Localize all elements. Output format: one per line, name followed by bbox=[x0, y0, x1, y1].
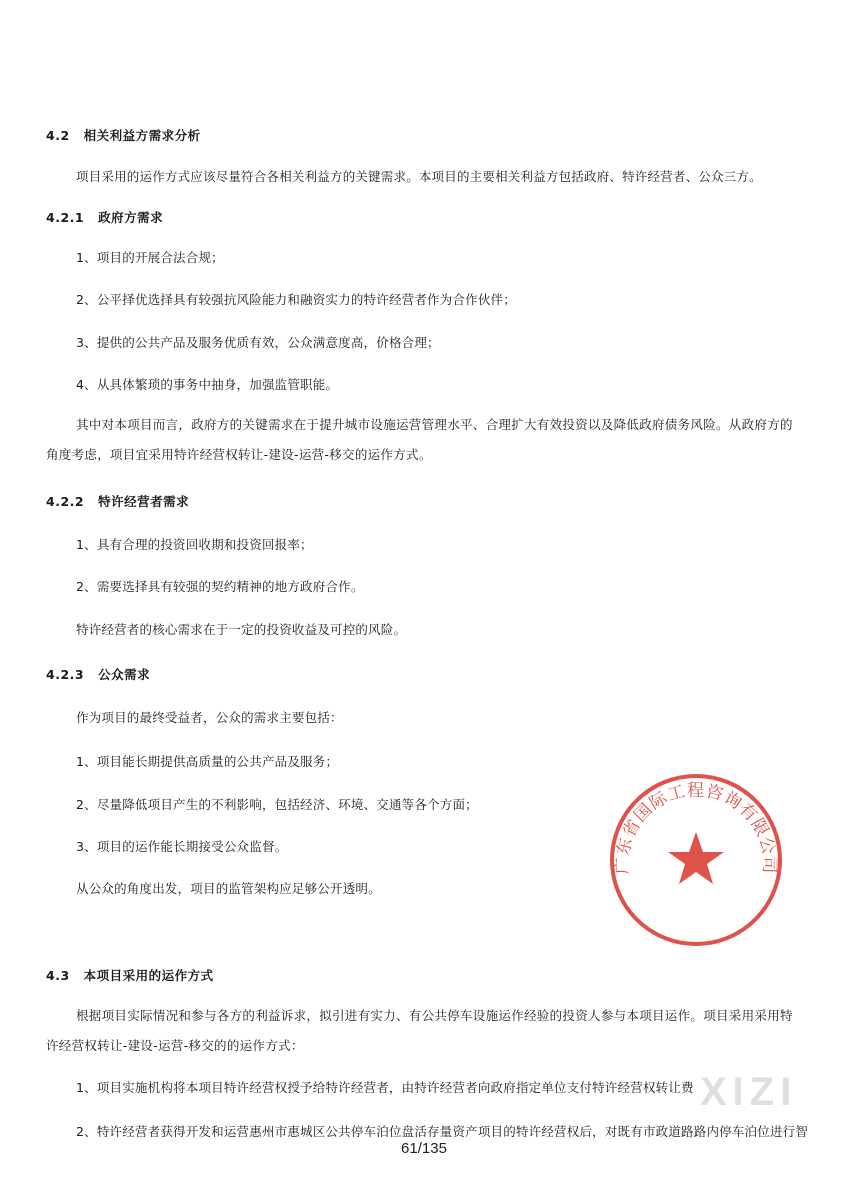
section-heading-4-2-2 bbox=[46, 492, 189, 510]
company-seal-stamp bbox=[606, 770, 786, 950]
section-number: 4.3 bbox=[46, 968, 70, 983]
list-item: 1、项目能长期提供高质量的公共产品及服务； bbox=[76, 754, 339, 769]
list-item: 1、项目实施机构将本项目特许经营权授予给特许经营者，由特许经营者向政府指定单位支付特许经营权转让费 bbox=[76, 1080, 694, 1095]
list-item: 1、项目的开展合法合规； bbox=[76, 250, 224, 265]
section-heading-4-2-1 bbox=[46, 208, 163, 226]
section-heading-4-2-3 bbox=[46, 665, 150, 683]
section-number: 4.2.1 bbox=[46, 210, 85, 225]
list-item: 2、需要选择具有较强的契约精神的地方政府合作。 bbox=[76, 579, 364, 594]
section-number: 4.2.2 bbox=[46, 494, 85, 509]
section-4-3-intro: 根据项目实际情况和参与各方的利益诉求，拟引进有实力、有公共停车设施运作经验的投资人参与本项目运作。项目采用采用特许经营权转让-建设-运营-移交的的运作方式： bbox=[46, 1008, 793, 1053]
list-item: 3、项目的运作能长期接受公众监督。 bbox=[76, 839, 288, 854]
section-4-2-3-conclusion: 从公众的角度出发，项目的监管架构应足够公开透明。 bbox=[76, 881, 381, 896]
section-title: 本项目采用的运作方式 bbox=[83, 968, 214, 983]
section-title: 政府方需求 bbox=[98, 210, 164, 225]
svg-text:广东省国际工程咨询有限公司: 广东省国际工程咨询有限公司 bbox=[612, 780, 780, 875]
list-item: 4、从具体繁琐的事务中抽身，加强监管职能。 bbox=[76, 377, 339, 392]
list-item: 2、公平择优选择具有较强抗风险能力和融资实力的特许经营者作为合作伙伴； bbox=[76, 292, 516, 307]
section-title: 公众需求 bbox=[98, 667, 151, 682]
section-number: 4.2 bbox=[46, 128, 70, 143]
watermark-logo: XIZI bbox=[700, 1070, 798, 1114]
section-4-2-3-intro: 作为项目的最终受益者，公众的需求主要包括： bbox=[76, 710, 343, 725]
list-item: 2、尽量降低项目产生的不利影响，包括经济、环境、交通等各个方面； bbox=[76, 797, 478, 812]
section-title: 特许经营者需求 bbox=[98, 494, 190, 509]
page-number: 61/135 bbox=[401, 1140, 447, 1157]
section-heading-4-2 bbox=[46, 126, 201, 144]
section-4-2-1-conclusion: 其中对本项目而言，政府方的关键需求在于提升城市设施运营管理水平、合理扩大有效投资以及降低政府债务风险。从政府方的角度考虑，项目宜采用特许经营权转让-建设-运营-移交的运作方式。 bbox=[46, 417, 793, 462]
list-item: 2、特许经营者获得开发和运营惠州市惠城区公共停车泊位盘活存量资产项目的特许经营权后，对既有市政道路路内停车泊位进行智 bbox=[76, 1124, 809, 1139]
list-item: 3、提供的公共产品及服务优质有效，公众满意度高，价格合理； bbox=[76, 335, 440, 350]
section-4-2-intro: 项目采用的运作方式应该尽量符合各相关利益方的关键需求。本项目的主要相关利益方包括政府、特许经营者、公众三方。 bbox=[76, 169, 762, 184]
list-item: 1、具有合理的投资回收期和投资回报率； bbox=[76, 537, 313, 552]
section-number: 4.2.3 bbox=[46, 667, 85, 682]
section-title: 相关利益方需求分析 bbox=[83, 128, 201, 143]
section-4-2-2-conclusion: 特许经营者的核心需求在于一定的投资收益及可控的风险。 bbox=[76, 622, 407, 637]
section-heading-4-3 bbox=[46, 966, 214, 984]
